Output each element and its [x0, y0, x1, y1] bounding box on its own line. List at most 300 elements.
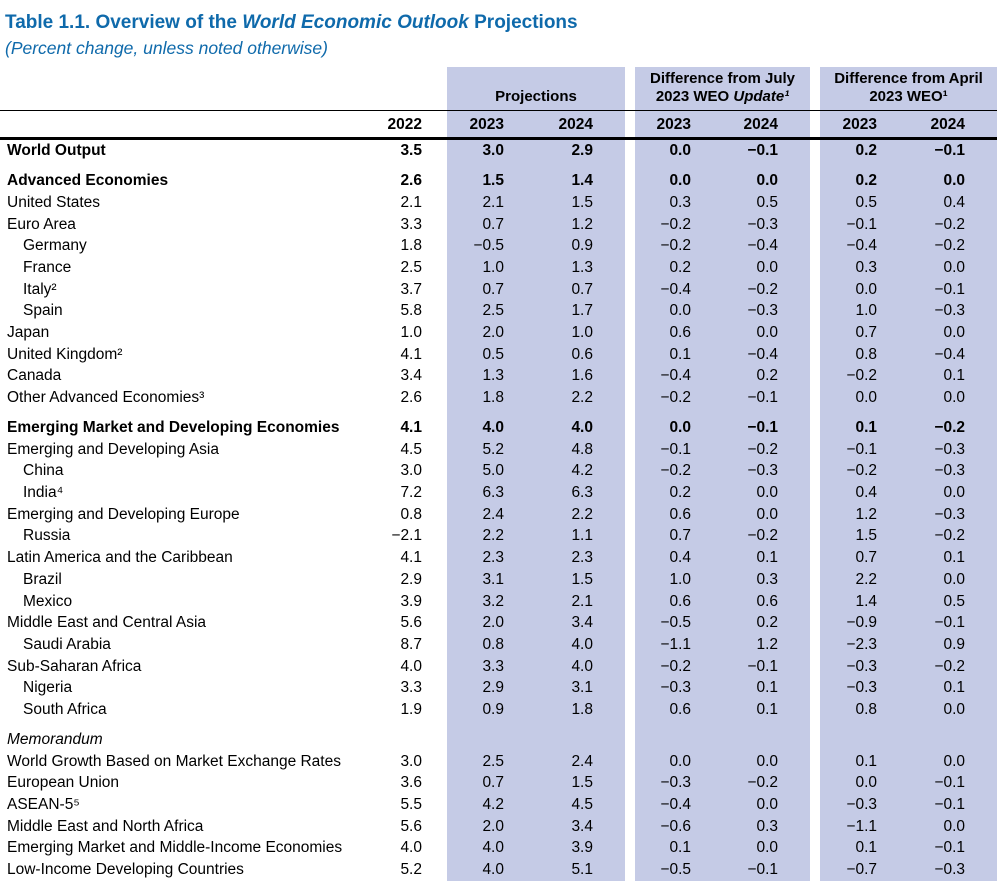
diff-july-2024-header: 2024	[723, 111, 810, 139]
value-cell: −0.4	[723, 344, 810, 366]
value-cell: 1.6	[536, 365, 625, 387]
table-row	[0, 772, 997, 794]
value-cell: 0.3	[723, 569, 810, 591]
value-cell: −0.4	[723, 235, 810, 257]
value-cell: 0.2	[635, 482, 723, 504]
value-cell: 4.2	[447, 794, 536, 816]
row-label: Emerging and Developing Europe	[7, 505, 240, 523]
value-cell: −0.2	[909, 409, 997, 439]
years-header-row	[0, 111, 997, 139]
value-cell: 0.4	[820, 482, 909, 504]
column-gap	[625, 111, 635, 139]
diff-april-line1: Difference from April	[834, 70, 983, 88]
proj-2024-header: 2024	[536, 111, 625, 139]
column-gap	[810, 482, 820, 504]
column-gap	[625, 387, 635, 409]
value-cell: 1.2	[536, 213, 625, 235]
value-cell: 0.6	[635, 504, 723, 526]
value-cell: −0.3	[909, 300, 997, 322]
value-cell: 3.1	[447, 569, 536, 591]
value-cell: −1.1	[635, 634, 723, 656]
value-cell: 0.7	[447, 279, 536, 301]
value-cell: 3.3	[447, 656, 536, 678]
value-cell: 0.0	[635, 139, 723, 162]
value-cell: 0.7	[536, 279, 625, 301]
column-gap	[625, 699, 635, 721]
row-label-header	[0, 111, 372, 139]
value-cell: 0.6	[635, 699, 723, 721]
value-cell: 0.0	[909, 482, 997, 504]
value-cell: 0.2	[820, 139, 909, 162]
value-cell: 0.1	[909, 677, 997, 699]
row-label: Germany	[23, 237, 87, 255]
value-cell	[820, 721, 909, 751]
value-cell: 7.2	[400, 484, 422, 502]
column-gap	[625, 300, 635, 322]
value-cell: 0.7	[447, 772, 536, 794]
table-row	[0, 816, 997, 838]
value-cell: 2.9	[400, 570, 422, 588]
column-gap	[810, 656, 820, 678]
row-label: Latin America and the Caribbean	[7, 549, 233, 567]
row-label: Middle East and Central Asia	[7, 614, 207, 632]
value-cell: 0.0	[723, 504, 810, 526]
table-row	[0, 634, 997, 656]
value-cell: 4.0	[400, 657, 422, 675]
value-cell: −0.4	[635, 794, 723, 816]
value-cell: 0.0	[723, 750, 810, 772]
value-cell: 0.0	[635, 162, 723, 192]
value-cell: 5.8	[400, 302, 422, 320]
column-gap	[810, 794, 820, 816]
value-cell: −0.1	[723, 859, 810, 881]
value-cell: 6.3	[447, 482, 536, 504]
value-cell: 5.2	[447, 439, 536, 461]
value-cell: 1.5	[536, 569, 625, 591]
value-cell: 0.4	[909, 192, 997, 214]
value-cell: 3.1	[536, 677, 625, 699]
value-cell: 1.5	[536, 772, 625, 794]
value-cell: 0.7	[820, 322, 909, 344]
value-cell: −0.2	[820, 365, 909, 387]
value-cell: −0.1	[909, 772, 997, 794]
value-cell: 3.3	[400, 215, 422, 233]
diff-july-line1: Difference from July	[649, 70, 796, 88]
value-cell: 0.5	[723, 192, 810, 214]
column-gap	[625, 677, 635, 699]
value-cell: 0.0	[635, 750, 723, 772]
value-cell: 0.1	[635, 344, 723, 366]
diff-july-2023-header: 2023	[635, 111, 723, 139]
row-label: United Kingdom²	[7, 345, 123, 363]
column-gap	[625, 656, 635, 678]
value-cell: 0.3	[820, 257, 909, 279]
value-cell: −0.2	[723, 279, 810, 301]
value-cell: 3.4	[536, 816, 625, 838]
value-cell: 3.6	[400, 774, 422, 792]
row-label: European Union	[7, 774, 120, 792]
value-cell: 0.8	[447, 634, 536, 656]
value-cell: 0.0	[909, 387, 997, 409]
column-gap	[810, 192, 820, 214]
value-cell: 3.2	[447, 590, 536, 612]
value-cell: 0.5	[820, 192, 909, 214]
diff-april-group-header	[820, 67, 997, 111]
column-gap	[625, 460, 635, 482]
column-gap	[625, 794, 635, 816]
table-row	[0, 794, 997, 816]
value-cell: 0.0	[723, 794, 810, 816]
value-cell: −0.1	[820, 213, 909, 235]
row-label-header	[0, 67, 372, 111]
value-cell: 2.3	[447, 547, 536, 569]
column-gap	[810, 816, 820, 838]
value-cell: 1.0	[447, 257, 536, 279]
value-cell: −0.2	[635, 460, 723, 482]
value-cell: 3.7	[400, 280, 422, 298]
value-cell	[536, 721, 625, 751]
value-cell: 0.9	[536, 235, 625, 257]
value-cell: −0.2	[723, 772, 810, 794]
column-gap	[625, 257, 635, 279]
column-gap	[625, 504, 635, 526]
value-cell: −0.5	[635, 859, 723, 881]
value-cell: −0.7	[820, 859, 909, 881]
value-cell: 3.0	[447, 139, 536, 162]
value-cell: 1.2	[723, 634, 810, 656]
table-row	[0, 162, 997, 192]
value-cell: −0.2	[909, 656, 997, 678]
value-cell: 0.0	[723, 162, 810, 192]
value-cell: 3.0	[400, 462, 422, 480]
value-cell: 3.4	[400, 367, 422, 385]
value-cell: −0.1	[723, 139, 810, 162]
diff-april-line2: 2023 WEO¹	[869, 88, 948, 106]
value-cell: 4.5	[536, 794, 625, 816]
value-cell: 4.1	[400, 549, 422, 567]
value-cell: −0.2	[909, 213, 997, 235]
row-label: Emerging Market and Middle-Income Economies	[7, 839, 343, 857]
value-cell: −0.2	[909, 235, 997, 257]
column-gap	[810, 837, 820, 859]
value-cell: 2.6	[400, 389, 422, 407]
value-cell: −0.6	[635, 816, 723, 838]
row-label: Russia	[23, 527, 71, 545]
title-block	[0, 0, 999, 67]
table-row	[0, 365, 997, 387]
row-label: Middle East and North Africa	[7, 817, 204, 835]
column-gap	[810, 721, 820, 751]
value-cell: −2.3	[820, 634, 909, 656]
value-cell: −0.1	[909, 612, 997, 634]
value-cell: 0.4	[635, 547, 723, 569]
value-cell: −0.3	[723, 460, 810, 482]
value-cell: 2.2	[536, 387, 625, 409]
value-cell: −1.1	[820, 816, 909, 838]
table-row	[0, 439, 997, 461]
table-subtitle: (Percent change, unless noted otherwise)	[5, 37, 328, 58]
table-row	[0, 569, 997, 591]
value-cell: 5.6	[400, 614, 422, 632]
value-cell: 0.1	[820, 409, 909, 439]
value-cell: 5.6	[400, 817, 422, 835]
row-label: Memorandum	[7, 730, 103, 748]
value-cell: 1.3	[447, 365, 536, 387]
value-cell: 2.5	[400, 258, 422, 276]
value-cell: −0.3	[909, 460, 997, 482]
value-cell: 0.0	[909, 816, 997, 838]
value-cell: 2.1	[447, 192, 536, 214]
value-cell: 0.1	[723, 699, 810, 721]
table-row	[0, 322, 997, 344]
value-cell: 2.0	[447, 322, 536, 344]
table-row	[0, 590, 997, 612]
value-cell: 2.3	[536, 547, 625, 569]
value-cell: 8.7	[400, 635, 422, 653]
value-cell: −0.3	[723, 213, 810, 235]
value-cell: 4.0	[400, 839, 422, 857]
diff-april-2024-header: 2024	[909, 111, 997, 139]
value-cell: 1.9	[400, 701, 422, 719]
value-cell: 2.9	[536, 139, 625, 162]
table-row	[0, 699, 997, 721]
table-row	[0, 721, 997, 751]
column-gap	[810, 590, 820, 612]
value-cell: 3.9	[536, 837, 625, 859]
column-gap	[810, 67, 820, 111]
value-cell: 4.2	[536, 460, 625, 482]
column-gap	[625, 235, 635, 257]
column-gap	[625, 569, 635, 591]
value-cell: 0.6	[635, 590, 723, 612]
value-cell: 0.0	[909, 750, 997, 772]
value-cell	[723, 721, 810, 751]
diff-april-2023-header: 2023	[820, 111, 909, 139]
row-label: World Output	[7, 142, 106, 160]
value-cell: 4.0	[447, 409, 536, 439]
value-cell: 1.5	[536, 192, 625, 214]
value-cell: 0.2	[723, 365, 810, 387]
title-prefix: Table 1.1. Overview of the	[5, 12, 243, 33]
table-body	[0, 139, 997, 881]
column-gap	[625, 590, 635, 612]
value-cell: 0.8	[820, 699, 909, 721]
value-cell	[909, 721, 997, 751]
year-2022-header: 2022	[372, 111, 447, 139]
table-row	[0, 257, 997, 279]
col-2022-header-space	[372, 67, 447, 111]
value-cell: 5.0	[447, 460, 536, 482]
table-row	[0, 859, 997, 881]
value-cell: 3.0	[400, 752, 422, 770]
column-gap	[625, 837, 635, 859]
row-label: Emerging and Developing Asia	[7, 440, 219, 458]
table-row	[0, 279, 997, 301]
column-gap	[810, 612, 820, 634]
value-cell: −0.3	[909, 504, 997, 526]
value-cell: −0.1	[909, 139, 997, 162]
value-cell: −0.2	[909, 525, 997, 547]
column-gap	[625, 192, 635, 214]
column-gap	[625, 816, 635, 838]
value-cell: 0.0	[723, 482, 810, 504]
spanner-header-row	[0, 67, 997, 111]
value-cell: 0.7	[447, 213, 536, 235]
table-row	[0, 387, 997, 409]
value-cell: 4.0	[536, 634, 625, 656]
column-gap	[625, 772, 635, 794]
value-cell: −0.4	[909, 344, 997, 366]
value-cell: 4.0	[536, 656, 625, 678]
column-gap	[625, 439, 635, 461]
value-cell: 0.6	[635, 322, 723, 344]
column-gap	[625, 750, 635, 772]
column-gap	[810, 677, 820, 699]
value-cell: −0.4	[635, 365, 723, 387]
column-gap	[810, 300, 820, 322]
column-gap	[625, 279, 635, 301]
value-cell: 1.1	[536, 525, 625, 547]
value-cell: −0.2	[635, 213, 723, 235]
value-cell: −0.9	[820, 612, 909, 634]
column-gap	[625, 547, 635, 569]
value-cell: 2.6	[400, 172, 422, 190]
value-cell: 0.0	[723, 257, 810, 279]
value-cell: 0.0	[909, 322, 997, 344]
value-cell: 3.4	[536, 612, 625, 634]
value-cell: 1.8	[536, 699, 625, 721]
table-row	[0, 504, 997, 526]
row-label: United States	[7, 193, 101, 211]
value-cell: 0.7	[820, 547, 909, 569]
table-row	[0, 482, 997, 504]
column-gap	[810, 634, 820, 656]
value-cell: 0.0	[820, 387, 909, 409]
value-cell: 1.5	[447, 162, 536, 192]
value-cell: 2.2	[820, 569, 909, 591]
value-cell: 0.2	[820, 162, 909, 192]
value-cell: 0.0	[723, 322, 810, 344]
value-cell: 6.3	[536, 482, 625, 504]
column-gap	[625, 859, 635, 881]
table-row	[0, 235, 997, 257]
row-label: Advanced Economies	[7, 172, 169, 190]
column-gap	[810, 111, 820, 139]
value-cell: 0.1	[909, 365, 997, 387]
projections-group-header	[447, 67, 625, 111]
value-cell: −2.1	[391, 527, 422, 545]
weo-projections-table	[0, 67, 997, 881]
column-gap	[625, 409, 635, 439]
value-cell: 0.3	[723, 816, 810, 838]
table-row	[0, 192, 997, 214]
value-cell: 0.0	[820, 279, 909, 301]
value-cell: 2.4	[536, 750, 625, 772]
diff-july-line2: 2023 WEO Update¹	[655, 88, 790, 106]
row-label: Spain	[23, 302, 63, 320]
diff-july-group-header	[635, 67, 810, 111]
row-label: Canada	[7, 367, 62, 385]
value-cell: 5.1	[536, 859, 625, 881]
row-label: Brazil	[23, 570, 62, 588]
table-row	[0, 300, 997, 322]
value-cell: −0.3	[820, 794, 909, 816]
column-gap	[625, 721, 635, 751]
value-cell: −0.2	[635, 235, 723, 257]
table-row	[0, 460, 997, 482]
row-label: Low-Income Developing Countries	[7, 861, 244, 879]
value-cell: 2.9	[447, 677, 536, 699]
value-cell: 1.8	[400, 237, 422, 255]
row-label: India⁴	[23, 484, 64, 502]
column-gap	[625, 322, 635, 344]
row-label: Mexico	[23, 592, 73, 610]
value-cell: 4.0	[447, 859, 536, 881]
value-cell: 0.0	[820, 772, 909, 794]
column-gap	[810, 139, 820, 162]
value-cell: 0.0	[635, 409, 723, 439]
value-cell: −0.1	[909, 837, 997, 859]
value-cell: 1.2	[820, 504, 909, 526]
value-cell: −0.2	[635, 387, 723, 409]
column-gap	[625, 525, 635, 547]
value-cell: 3.3	[400, 679, 422, 697]
value-cell: 4.5	[400, 440, 422, 458]
value-cell: 2.0	[447, 612, 536, 634]
value-cell: 1.0	[536, 322, 625, 344]
value-cell: 0.5	[909, 590, 997, 612]
proj-2023-header: 2023	[447, 111, 536, 139]
table-row	[0, 677, 997, 699]
row-label: South Africa	[23, 701, 107, 719]
value-cell: −0.2	[635, 656, 723, 678]
table-row	[0, 547, 997, 569]
row-label: World Growth Based on Market Exchange Rates	[7, 752, 341, 770]
table-row	[0, 525, 997, 547]
value-cell: −0.3	[635, 677, 723, 699]
value-cell: 0.1	[723, 547, 810, 569]
column-gap	[810, 460, 820, 482]
value-cell: −0.1	[723, 656, 810, 678]
value-cell: 4.0	[536, 409, 625, 439]
row-label: Saudi Arabia	[23, 635, 111, 653]
value-cell: 0.9	[909, 634, 997, 656]
value-cell: 4.8	[536, 439, 625, 461]
value-cell: −0.3	[820, 656, 909, 678]
value-cell: 0.1	[723, 677, 810, 699]
value-cell: −0.1	[635, 439, 723, 461]
value-cell: 1.8	[447, 387, 536, 409]
column-gap	[625, 213, 635, 235]
value-cell: 2.2	[536, 504, 625, 526]
value-cell: 1.4	[820, 590, 909, 612]
column-gap	[810, 409, 820, 439]
column-gap	[625, 344, 635, 366]
value-cell: −0.2	[723, 525, 810, 547]
column-gap	[810, 279, 820, 301]
value-cell: 0.0	[635, 300, 723, 322]
value-cell: 0.2	[723, 612, 810, 634]
column-gap	[810, 387, 820, 409]
value-cell: 0.1	[820, 837, 909, 859]
value-cell: −0.1	[820, 439, 909, 461]
row-label: Japan	[7, 324, 50, 342]
value-cell: 1.5	[820, 525, 909, 547]
value-cell: 0.2	[635, 257, 723, 279]
value-cell: −0.3	[820, 677, 909, 699]
value-cell: −0.1	[909, 794, 997, 816]
value-cell: 2.1	[400, 193, 422, 211]
